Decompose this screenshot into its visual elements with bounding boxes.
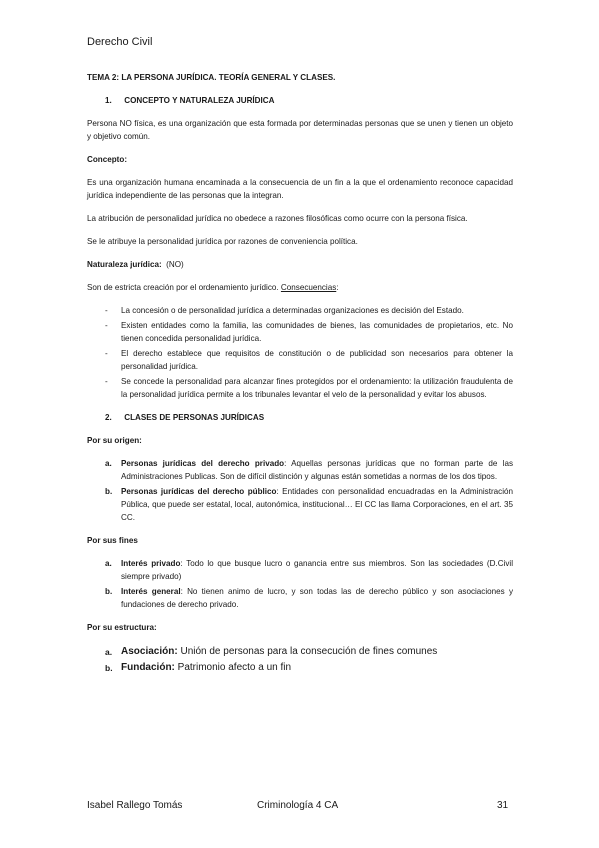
list-item — [87, 660, 513, 676]
topic-title: TEMA 2: LA PERSONA JURÍDICA. TEORÍA GENERAL Y CLASES. — [87, 73, 336, 82]
dash-marker: - — [105, 377, 108, 386]
list-item-text: El derecho establece que requisitos de constitución o de publicidad son necesarios para obtener la personalidad jurídica. — [121, 349, 513, 371]
footer-author: Isabel Rallego Tomás — [87, 800, 183, 811]
item-term: Asociación: — [121, 646, 178, 657]
paragraph: Es una organización humana encaminada a la consecuencia de un fin a la que el ordenamiento reconoce capacidad jurídica independiente de las personas que la integran. — [87, 178, 513, 200]
list-item — [87, 644, 513, 660]
list-item — [87, 319, 513, 345]
origen-list — [87, 457, 513, 524]
item-marker: a. — [105, 459, 112, 468]
paragraph: Persona NO física, es una organización que esta formada por determinadas personas que se unen y tienen un objeto y objetivo común. — [87, 119, 513, 141]
consecuencias-underlined: Consecuencias — [280, 283, 337, 292]
item-marker: a. — [105, 647, 113, 657]
estructura-list — [87, 644, 513, 676]
section-number: 1. — [105, 96, 112, 105]
dash-marker: - — [105, 321, 108, 330]
fines-label: Por sus fines — [87, 536, 138, 545]
item-marker: b. — [105, 587, 113, 596]
list-item — [87, 375, 513, 401]
paragraph-text: Son de estricta creación por el ordenamiento jurídico. — [87, 283, 279, 292]
footer-course: Criminología 4 CA — [257, 800, 339, 811]
list-item — [87, 485, 513, 524]
item-marker: b. — [105, 487, 113, 496]
page-header: Derecho Civil — [87, 36, 153, 48]
section-title: CLASES DE PERSONAS JURÍDICAS — [124, 413, 265, 422]
list-item-text: Existen entidades como la familia, las comunidades de bienes, las comunidades de propietarios, etc. No tienen concedida personalidad jurídica. — [121, 321, 513, 343]
item-marker: a. — [105, 559, 112, 568]
list-item — [87, 457, 513, 483]
section-title: CONCEPTO Y NATURALEZA JURÍDICA — [124, 96, 275, 105]
item-text: : Entidades con personalidad encuadradas en la Administración Pública, que puede ser estatal, local, autonómica, institucional… El CC las llama Corporaciones, en el art. 35 CC. — [121, 487, 513, 522]
item-marker: b. — [105, 663, 113, 673]
list-item — [87, 585, 513, 611]
section-heading-2 — [87, 411, 513, 424]
fines-list — [87, 557, 513, 611]
list-item-text: La concesión o de personalidad jurídica a determinadas organizaciones es decisión del Estado. — [121, 306, 464, 315]
colon: : — [336, 283, 339, 292]
item-term: Personas jurídicas del derecho privado — [121, 459, 285, 468]
item-term: Fundación: — [121, 662, 175, 673]
naturaleza-label: Naturaleza jurídica: — [87, 260, 162, 269]
page-number: 31 — [497, 800, 509, 811]
item-text: : No tienen animo de lucro, y son todas las de derecho público y son asociaciones y fundaciones de derecho privado. — [121, 587, 513, 609]
dash-marker: - — [105, 349, 108, 358]
origen-label: Por su origen: — [87, 436, 142, 445]
list-item — [87, 347, 513, 373]
section-number: 2. — [105, 413, 112, 422]
document-body — [87, 71, 513, 676]
item-text: : Todo lo que busque lucro o ganancia entre sus miembros. Son las sociedades (D.Civil siempre privado) — [121, 559, 514, 581]
paragraph: Se le atribuye la personalidad jurídica por razones de conveniencia política. — [87, 237, 358, 246]
paragraph: La atribución de personalidad jurídica no obedece a razones filosóficas como ocurre con la persona física. — [87, 214, 468, 223]
consequences-intro — [87, 281, 513, 294]
naturaleza-value: (NO) — [166, 260, 184, 269]
item-term: Interés general — [121, 587, 181, 596]
estructura-label: Por su estructura: — [87, 623, 157, 632]
concepto-label: Concepto: — [87, 155, 128, 164]
list-item — [87, 304, 513, 317]
item-text: Patrimonio afecto a un fin — [174, 662, 292, 673]
item-text: Unión de personas para la consecución de fines comunes — [177, 646, 438, 657]
section-heading-1 — [87, 94, 513, 107]
consequences-list — [87, 304, 513, 401]
list-item-text: Se concede la personalidad para alcanzar fines protegidos por el ordenamiento: la utilización fraudulenta de la personalidad jurídica permite a los tribunales levantar el velo de la personalidad y evitar los abusos. — [121, 377, 513, 399]
list-item — [87, 557, 513, 583]
item-term: Interés privado — [121, 559, 181, 568]
item-term: Personas jurídicas del derecho público — [121, 487, 277, 496]
dash-marker: - — [105, 306, 108, 315]
naturaleza-line — [87, 258, 513, 271]
item-text: : Aquellas personas jurídicas que no forman parte de las Administraciones Publicas. Son de difícil distinción y algunas están sometidas a normas de los dos tipos. — [121, 459, 514, 481]
